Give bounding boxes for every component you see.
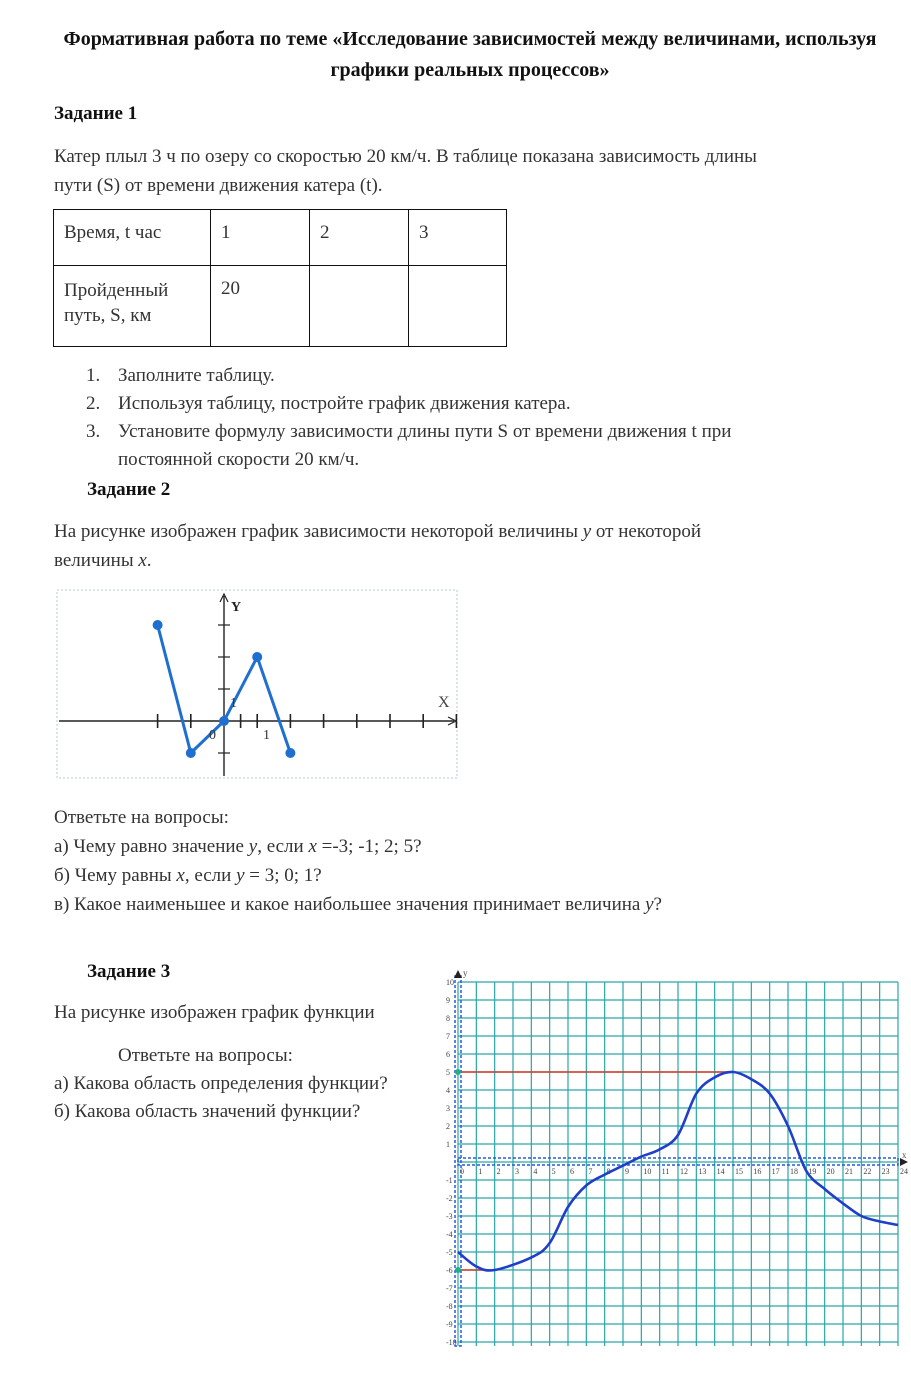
x-tick-label: 22 <box>863 1167 872 1176</box>
task3-question-a: а) Какова область определения функции? <box>54 1073 388 1094</box>
y-tick-label: -9 <box>446 1320 453 1329</box>
x-tick-label: 17 <box>771 1167 780 1176</box>
task2-heading: Задание 2 <box>87 479 171 500</box>
x-tick-label: 23 <box>881 1167 890 1176</box>
x-tick-label: 13 <box>698 1167 707 1176</box>
table-cell <box>54 266 211 347</box>
text: величины <box>54 550 139 571</box>
text: =-3; -1; 2; 5? <box>316 836 422 857</box>
task1-table <box>53 209 507 347</box>
task1-text <box>54 142 884 200</box>
list-number: 1. <box>86 365 101 386</box>
y-tick-label: -10 <box>446 1338 457 1347</box>
x-tick-label: 10 <box>643 1167 652 1176</box>
data-point <box>153 620 163 630</box>
y-axis-label: y <box>463 968 468 978</box>
table-row-label-line2: путь, S, км <box>64 305 152 326</box>
x-tick-label: 16 <box>753 1167 762 1176</box>
x-axis-label: x <box>902 1150 907 1160</box>
task1-text-line2: пути (S) от времени движения катера (t). <box>54 175 383 196</box>
data-point <box>285 748 295 758</box>
table-cell: Время, t час <box>54 210 211 266</box>
table-row <box>54 210 507 266</box>
task2-text <box>54 517 884 575</box>
list-text-line1: Установите формулу зависимости длины пути S от времени движения t при <box>118 421 732 442</box>
y-tick-label: 6 <box>446 1050 450 1059</box>
graph-grid <box>454 970 908 1346</box>
table-row <box>54 266 507 347</box>
variable: y <box>582 521 592 542</box>
task1-heading: Задание 1 <box>54 103 138 124</box>
text: , если <box>257 836 309 857</box>
y-tick-label: -5 <box>446 1248 453 1257</box>
text: = 3; 0; 1? <box>244 865 322 886</box>
y-axis-label: Y <box>231 600 242 615</box>
x-tick-label: 12 <box>680 1167 688 1176</box>
graph-frame <box>57 590 457 778</box>
list-number: 2. <box>86 393 101 414</box>
y-tick-label: 5 <box>446 1068 450 1077</box>
max-marker <box>455 1069 461 1075</box>
text: ? <box>653 894 662 915</box>
y-tick-label: 2 <box>446 1122 450 1131</box>
page-title-line2: графики реальных процессов» <box>330 59 610 81</box>
graph-axes <box>59 594 456 776</box>
x-tick-label: 21 <box>845 1167 853 1176</box>
task2-graph <box>54 588 464 783</box>
unit-x-label: 1 <box>263 728 270 743</box>
x-axis-label: X <box>438 694 450 711</box>
y-tick-label: -8 <box>446 1302 453 1311</box>
x-tick-label: 15 <box>735 1167 743 1176</box>
y-tick-label: -6 <box>446 1266 453 1275</box>
x-tick-label: 20 <box>826 1167 835 1176</box>
variable: y <box>236 865 245 886</box>
x-tick-label: 11 <box>661 1167 670 1176</box>
question-a <box>54 832 884 861</box>
list-number: 3. <box>86 421 101 442</box>
question-b <box>54 861 884 890</box>
task1-text-line1: Катер плыл 3 ч по озеру со скоростью 20 км/ч. В таблице показана зависимость длины <box>54 146 757 167</box>
x-tick-label: 9 <box>625 1167 629 1176</box>
list-item <box>86 362 866 390</box>
variable: y <box>645 894 654 915</box>
task3-questions-intro: Ответьте на вопросы: <box>118 1045 293 1066</box>
x-tick-label: 8 <box>606 1167 611 1176</box>
x-tick-label: 5 <box>551 1167 556 1176</box>
task3-text: На рисунке изображен график функции <box>54 1002 375 1023</box>
variable: x <box>176 865 185 886</box>
y-tick-label: 3 <box>446 1104 450 1113</box>
text: . <box>146 550 152 571</box>
data-point <box>219 716 229 726</box>
y-tick-label: -2 <box>446 1194 453 1203</box>
table-cell <box>310 266 409 347</box>
variable: x <box>138 550 147 571</box>
list-text-line2: постоянной скорости 20 км/ч. <box>118 449 360 470</box>
task3-heading: Задание 3 <box>87 961 171 982</box>
y-tick-label: -1 <box>446 1176 453 1185</box>
x-tick-label: 1 <box>478 1167 483 1176</box>
text: в) Какое наименьшее и какое наибольшее значения принимает величина <box>54 894 646 915</box>
text: б) Чему равны <box>54 865 177 886</box>
task2-questions <box>54 803 884 919</box>
text: от некоторой <box>591 521 702 542</box>
y-tick-label: -4 <box>446 1230 453 1239</box>
y-axis-arrow <box>454 970 462 978</box>
list-item <box>86 418 866 474</box>
x-tick-label: 18 <box>790 1167 798 1176</box>
x-tick-label: 4 <box>533 1167 538 1176</box>
table-row-label-line1: Пройденный <box>64 280 169 301</box>
text: На рисунке изображен график зависимости некоторой величины <box>54 521 583 542</box>
question-c <box>54 890 884 919</box>
table-cell: 20 <box>211 266 310 347</box>
table-cell <box>409 266 507 347</box>
y-tick-label: 4 <box>446 1086 450 1095</box>
table-cell: 3 <box>409 210 507 266</box>
table-cell: 2 <box>310 210 409 266</box>
text: , если <box>184 865 237 886</box>
list-text: Заполните таблицу. <box>118 365 275 386</box>
x-tick-label: 6 <box>570 1167 574 1176</box>
y-tick-label: 10 <box>446 978 454 987</box>
task3-question-b: б) Какова область значений функции? <box>54 1101 361 1122</box>
task2-text-line2 <box>54 546 884 575</box>
unit-y-label: 1 <box>230 696 237 711</box>
x-tick-label: 3 <box>515 1167 519 1176</box>
x-tick-label: 19 <box>808 1167 817 1176</box>
x-tick-label: 2 <box>496 1167 501 1176</box>
list-item <box>86 390 866 418</box>
data-point <box>252 652 262 662</box>
y-tick-label: 8 <box>446 1014 450 1023</box>
questions-intro: Ответьте на вопросы: <box>54 807 229 828</box>
min-marker <box>455 1267 461 1273</box>
x-tick-label: 7 <box>588 1167 593 1176</box>
data-point <box>186 748 196 758</box>
y-tick-label: 7 <box>446 1032 450 1041</box>
page-title <box>30 24 910 86</box>
task1-steps <box>86 362 866 474</box>
variable: x <box>308 836 317 857</box>
y-tick-label: -3 <box>446 1212 453 1221</box>
y-tick-label: -7 <box>446 1284 453 1293</box>
y-tick-label: 9 <box>446 996 450 1005</box>
y-tick-label: 1 <box>446 1140 450 1149</box>
variable: y <box>248 836 258 857</box>
x-tick-label: 14 <box>716 1167 725 1176</box>
list-text: Используя таблицу, постройте график движения катера. <box>118 393 571 414</box>
page-title-line1: Формативная работа по теме «Исследование зависимостей между величинами, используя <box>63 28 877 50</box>
text: а) Чему равно значение <box>54 836 249 857</box>
origin-label: 0 <box>209 728 216 743</box>
x-tick-label: 24 <box>900 1167 908 1176</box>
task2-text-line1 <box>54 517 884 546</box>
table-cell: 1 <box>211 210 310 266</box>
task3-graph <box>440 962 911 1352</box>
x-tick-label: 0 <box>460 1167 464 1176</box>
